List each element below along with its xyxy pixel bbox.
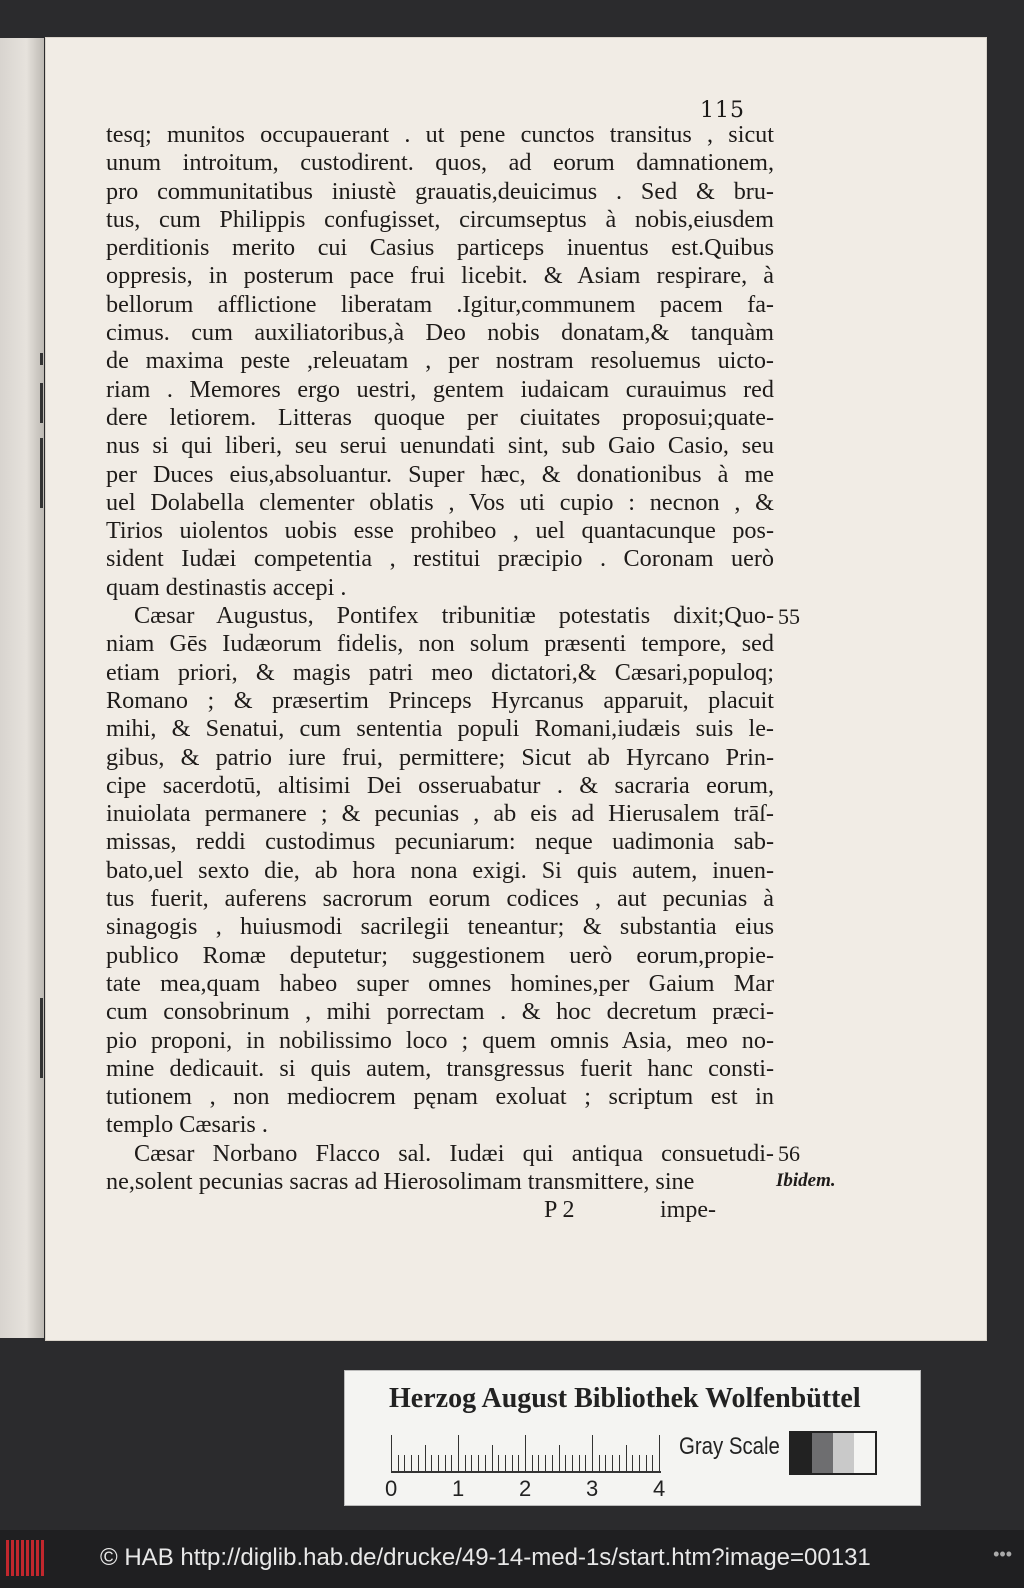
text-line: quam destinastis accepi . (106, 573, 347, 601)
ruler-label: 2 (519, 1476, 532, 1501)
text-line: tate mea,quam habeo super omnes homines,per Gaium Mar (106, 969, 774, 997)
text-line: publico Romæ deputetur; suggestionem uerò eorum,propie- (106, 941, 774, 969)
ruler-tick (425, 1445, 426, 1471)
text-line: inuiolata permanere ; & pecunias , ab eis ad Hierusalem trāſ- (106, 800, 774, 828)
ruler-tick (559, 1445, 560, 1471)
ruler-tick (592, 1435, 593, 1471)
text-line: gibus, & patrio iure frui, permittere; Sicut ab Hyrcano Prin- (106, 743, 774, 771)
edge-mark (40, 383, 43, 423)
gray-swatch (833, 1433, 854, 1473)
margin-note-56: 56 (778, 1141, 800, 1166)
ruler-tick (659, 1435, 660, 1471)
margin-note-55: 55 (778, 604, 800, 629)
library-title: Herzog August Bibliothek Wolfenbüttel (389, 1383, 861, 1414)
color-scale-card (344, 1370, 921, 1506)
ruler-tick (505, 1455, 506, 1471)
ruler-tick (391, 1435, 392, 1471)
gray-swatch (812, 1433, 833, 1473)
gray-scale-swatches (789, 1431, 877, 1475)
facing-page-edge (0, 38, 44, 1338)
text-line: mihi, & Senatui, cum sententia populi Romani,iudæis suis le- (106, 715, 774, 743)
ruler-tick (512, 1455, 513, 1471)
ruler-tick (646, 1455, 647, 1471)
more-options-icon[interactable]: ••• (993, 1544, 1012, 1564)
ruler-tick (398, 1455, 399, 1471)
text-line: Romano ; & præsertim Princeps Hyrcanus apparuit, placuit (106, 686, 774, 714)
ruler-label: 1 (452, 1476, 465, 1501)
signature-mark: P 2 (544, 1197, 575, 1223)
ruler-tick (632, 1455, 633, 1471)
text-line: pio proponi, in nobilissimo loco ; quem omnis Asia, meo no- (106, 1026, 774, 1054)
gray-scale-label: Gray Scale (679, 1433, 780, 1460)
ruler-tick (498, 1455, 499, 1471)
edge-mark (40, 353, 43, 365)
gray-swatch (854, 1433, 875, 1473)
text-line: cum consobrinum , mihi porrectam . & hoc decretum præci- (106, 998, 774, 1026)
ruler-tick (438, 1455, 439, 1471)
page-number: 115 (700, 98, 745, 123)
ruler-tick (579, 1455, 580, 1471)
text-line: cimus. cum auxiliatoribus,à Deo nobis donatam,& tanquàm (106, 319, 774, 347)
footer-credit-link[interactable]: © HAB http://diglib.hab.de/drucke/49-14-med-1s/start.htm?image=00131 (100, 1544, 871, 1571)
text-line: sinagogis , huiusmodi sacrilegii teneantur; & substantia eius (106, 913, 774, 941)
text-line: per Duces eius,absoluantur. Super hæc, & donationibus à me (106, 460, 774, 488)
ruler-tick (485, 1455, 486, 1471)
ruler-tick (605, 1455, 606, 1471)
text-line: tesq; munitos occupauerant . ut pene cunctos transitus , sicut (106, 121, 774, 148)
text-line: perditionis merito cui Casius particeps inuentus est.Quibus (106, 234, 774, 262)
ruler-tick (431, 1455, 432, 1471)
edge-mark (40, 998, 43, 1078)
catchword: impe- (660, 1197, 716, 1223)
ruler-tick (552, 1455, 553, 1471)
text-line: Cæsar Augustus, Pontifex tribunitiæ potestatis dixit;Quo- (134, 602, 774, 630)
text-line: tus fuerit, auferens sacrorum eorum codices , aut pecunias à (106, 885, 774, 913)
margin-note-ibidem: Ibidem. (776, 1170, 836, 1191)
ruler-tick (518, 1455, 519, 1471)
ruler-tick (458, 1435, 459, 1471)
text-line: cipe sacerdotū, altisimi Dei osseruabatur . & sacraria eorum, (106, 771, 774, 799)
text-line: tus, cum Philippis confugisset, circumseptus à nobis,eiusdem (106, 205, 774, 233)
ruler-tick (572, 1455, 573, 1471)
ruler-tick (619, 1455, 620, 1471)
text-line: bato,uel sexto die, ab hora nona exigi. Si quis autem, inuen- (106, 856, 774, 884)
text-line: tutionem , non mediocrem pęnam exoluat ; scriptum est in (106, 1083, 774, 1111)
text-line: missas, reddi custodimus pecuniarum: neque uadimonia sab- (106, 828, 774, 856)
hab-logo-icon (6, 1540, 44, 1576)
text-line: riam . Memores ergo uestri, gentem iudaicam curauimus red (106, 375, 774, 403)
text-line: oppresis, in posterum pace frui licebit. & Asiam respirare, à (106, 262, 774, 290)
ruler-tick (599, 1455, 600, 1471)
ruler-tick (652, 1455, 653, 1471)
ruler-tick (639, 1455, 640, 1471)
ruler-tick (538, 1455, 539, 1471)
ruler-tick (418, 1455, 419, 1471)
edge-mark (40, 438, 43, 508)
text-line: Tirios uiolentos uobis esse prohibeo , uel quantacunque pos- (106, 517, 774, 545)
text-line: dere letiorem. Litteras quoque per ciuitates proposui;quate- (106, 403, 774, 431)
ruler-tick (565, 1455, 566, 1471)
text-line: bellorum afflictione liberatam .Igitur,communem pacem fa- (106, 290, 774, 318)
ruler-tick (404, 1455, 405, 1471)
text-line: Cæsar Norbano Flacco sal. Iudæi qui antiqua consuetudi- (134, 1139, 774, 1167)
text-line: mine dedicauit. si quis autem, transgressus fuerit hanc consti- (106, 1054, 774, 1082)
text-line: niam Gēs Iudæorum fidelis, non solum præsenti tempore, sed (106, 630, 774, 658)
ruler-tick (451, 1455, 452, 1471)
ruler-label: 0 (385, 1476, 398, 1501)
text-line: nus si qui liberi, seu serui uenundati sint, sub Gaio Casio, seu (106, 432, 774, 460)
ruler-tick (525, 1435, 526, 1471)
text-line: uel Dolabella clementer oblatis , Vos uti cupio : necnon , & (106, 488, 774, 516)
measurement-ruler (391, 1433, 661, 1473)
text-line: templo Cæsaris . (106, 1111, 268, 1139)
gray-swatch (791, 1433, 812, 1473)
ruler-tick (478, 1455, 479, 1471)
text-line: sident Iudæi competentia , restitui præcipio . Coronam uerò (106, 545, 774, 573)
ruler-label: 3 (586, 1476, 599, 1501)
text-line: pro communitatibus iniustè grauatis,deuicimus . Sed & bru- (106, 177, 774, 205)
ruler-tick (545, 1455, 546, 1471)
ruler-tick (471, 1455, 472, 1471)
ruler-tick (626, 1445, 627, 1471)
ruler-tick (585, 1455, 586, 1471)
text-line: unum introitum, custodirent. quos, ad eorum damnationem, (106, 149, 774, 177)
text-line: ne,solent pecunias sacras ad Hierosolimam transmittere, sine (106, 1167, 695, 1195)
text-line: etiam priori, & magis patri meo dictatori,& Cæsari,populoq; (106, 658, 774, 686)
ruler-tick (612, 1455, 613, 1471)
ruler-tick (492, 1445, 493, 1471)
ruler-tick (411, 1455, 412, 1471)
ruler-label: 4 (653, 1476, 666, 1501)
ruler-tick (532, 1455, 533, 1471)
ruler-tick (445, 1455, 446, 1471)
text-line: de maxima peste ,releuatam , per nostram resoluemus uicto- (106, 347, 774, 375)
footer-bar (0, 1530, 1024, 1588)
page-body-text (106, 121, 774, 1196)
ruler-tick (465, 1455, 466, 1471)
